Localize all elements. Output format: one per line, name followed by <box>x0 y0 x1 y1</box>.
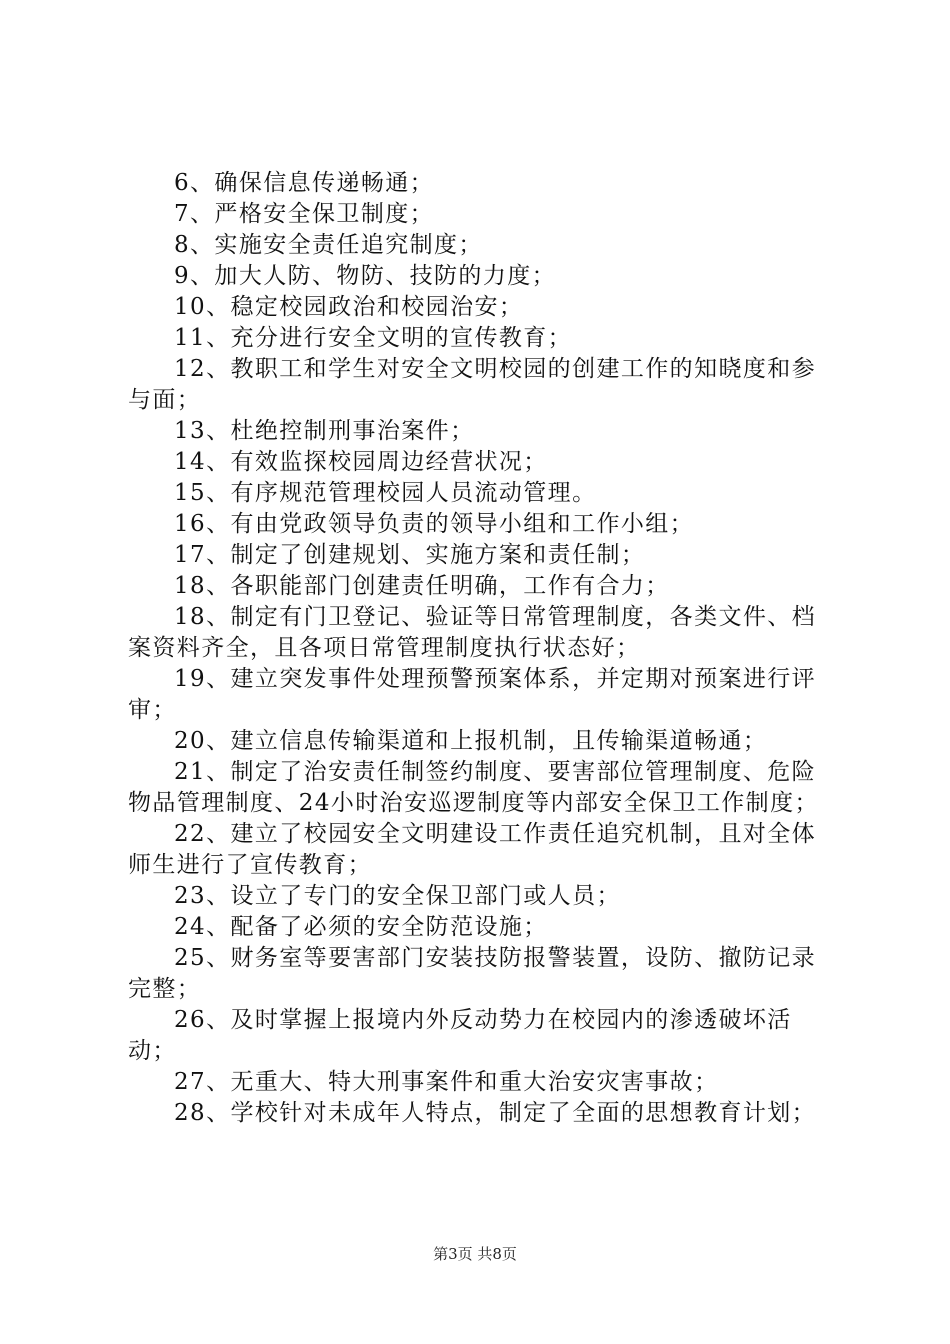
list-item: 23、设立了专门的安全保卫部门或人员； <box>174 883 621 909</box>
list-item: 21、制定了治安责任制签约制度、要害部位管理制度、危险物品管理制度、24小时治安巡逻制度等内部安全保卫工作制度； <box>128 759 819 816</box>
list-item: 9、加大人防、物防、技防的力度； <box>174 263 557 289</box>
list-item: 6、确保信息传递畅通； <box>174 170 435 196</box>
list-item: 26、及时掌握上报境内外反动势力在校园内的渗透破坏活动； <box>128 1007 792 1064</box>
list-item: 15、有序规范管理校园人员流动管理。 <box>174 480 597 506</box>
list-item: 8、实施安全责任追究制度； <box>174 232 483 258</box>
list-item: 20、建立信息传输渠道和上报机制，且传输渠道畅通； <box>174 728 768 754</box>
list-item: 17、制定了创建规划、实施方案和责任制； <box>174 542 646 568</box>
page-footer <box>0 1244 950 1264</box>
list-item: 27、无重大、特大刑事案件和重大治安灾害事故； <box>174 1069 719 1095</box>
list-item: 25、财务室等要害部门安装技防报警装置，设防、撤防记录完整； <box>128 945 817 1002</box>
list-item: 11、充分进行安全文明的宣传教育； <box>174 325 573 351</box>
list-item: 10、稳定校园政治和校园治安； <box>174 294 524 320</box>
list-item: 16、有由党政领导负责的领导小组和工作小组； <box>174 511 695 537</box>
list-item: 13、杜绝控制刑事治案件； <box>174 418 475 444</box>
list-item: 28、学校针对未成年人特点，制定了全面的思想教育计划； <box>174 1100 817 1126</box>
list-item: 22、建立了校园安全文明建设工作责任追究机制，且对全体师生进行了宣传教育； <box>128 821 817 878</box>
list-item: 19、建立突发事件处理预警预案体系，并定期对预案进行评审； <box>128 666 817 723</box>
list-item: 7、严格安全保卫制度； <box>174 201 435 227</box>
list-item: 12、教职工和学生对安全文明校园的创建工作的知晓度和参与面； <box>128 356 817 413</box>
page-number: 第3页 共8页 <box>433 1245 517 1263</box>
list-item: 18、各职能部门创建责任明确，工作有合力； <box>174 573 670 599</box>
list-item: 18、制定有门卫登记、验证等日常管理制度，各类文件、档案资料齐全，且各项日常管理制度执行状态好； <box>128 604 817 661</box>
list-item: 24、配备了必须的安全防范设施； <box>174 914 548 940</box>
list-item: 14、有效监探校园周边经营状况； <box>174 449 548 475</box>
document-body <box>128 168 838 1129</box>
